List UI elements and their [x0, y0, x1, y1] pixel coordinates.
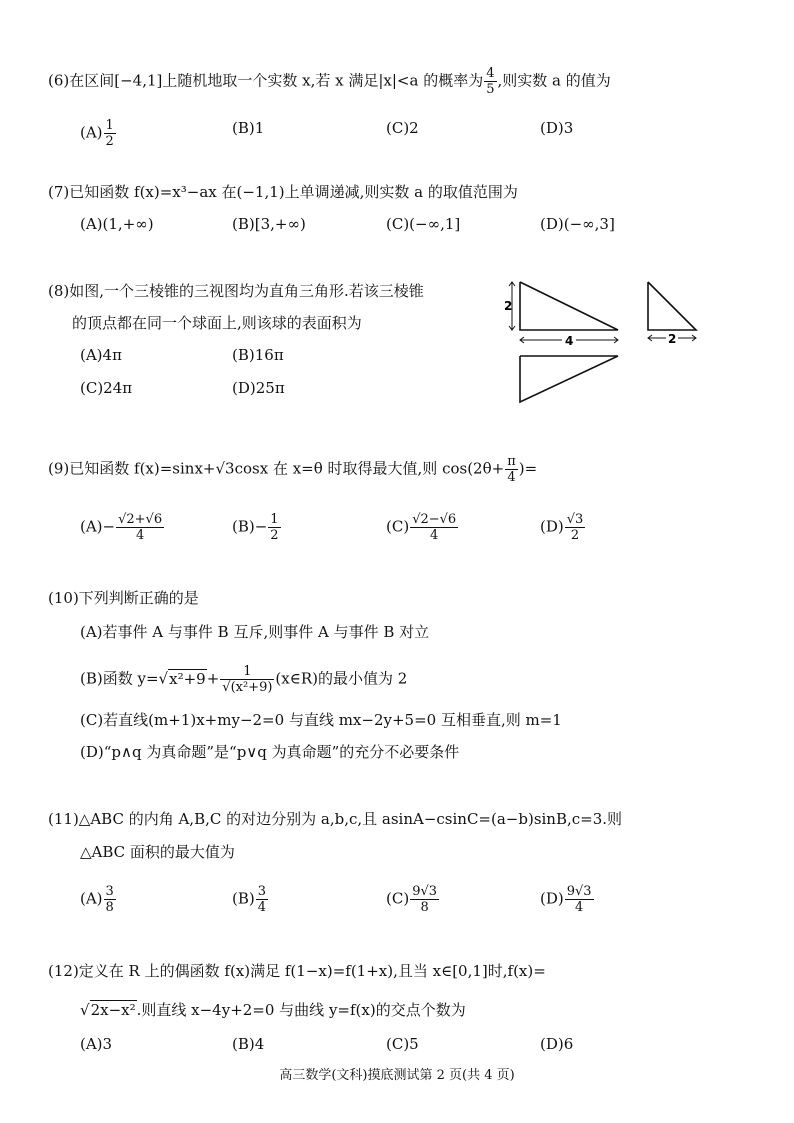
q8-option-b: (B)16π	[232, 346, 284, 364]
front-view	[504, 282, 618, 348]
q9-option-a: (A)− $\frac{√2+√6}{4}$	[80, 512, 163, 543]
q6-probability-fraction: $\frac{4}{5}$	[486, 66, 495, 97]
page-footer: 高三数学(文科)摸底测试第 2 页(共 4 页)	[279, 1068, 515, 1083]
q8-option-a: (A)4π	[80, 346, 122, 364]
q11-stem-line1: (11)△ABC 的内角 A,B,C 的对边分别为 a,b,c,且 asinA−csinC=(a−b)sinB,c=3.则	[48, 810, 623, 828]
three-view-figure	[500, 276, 710, 408]
q12-stem-line1: (12)定义在 R 上的偶函数 f(x)满足 f(1−x)=f(1+x),且当 x∈[0,1]时,f(x)=	[48, 962, 546, 980]
q10-stem: (10)下列判断正确的是	[48, 589, 199, 607]
q8-option-d: (D)25π	[232, 379, 285, 397]
q12-option-b: (B)4	[232, 1035, 265, 1053]
q6-option-a: (A) $\frac{1}{2}$	[80, 118, 114, 149]
q8-option-c: (C)24π	[80, 379, 133, 397]
q7-option-c: (C)(−∞,1]	[386, 215, 461, 233]
q12-option-a: (A)3	[80, 1035, 113, 1053]
q9-option-d: (D) $\frac{√3}{2}$	[540, 512, 584, 543]
side-width-label: 2	[668, 332, 677, 346]
q10-option-b: (B)函数 y=√x²+9+ $\frac{1}{\text{√(x²+9)}}$ (x∈R)的最小值为 2	[80, 664, 408, 695]
q11-option-c: (C) $\frac{9√3}{8}$	[386, 884, 438, 915]
q8-stem-line2: 的顶点都在同一个球面上,则该球的表面积为	[72, 314, 362, 332]
q10-option-a: (A)若事件 A 与事件 B 互斥,则事件 A 与事件 B 对立	[80, 623, 430, 641]
q7-stem: (7)已知函数 f(x)=x³−ax 在(−1,1)上单调递减,则实数 a 的取值范围为	[48, 183, 518, 201]
q10-option-d: (D)“p∧q 为真命题”是“p∨q 为真命题”的充分不必要条件	[80, 743, 460, 761]
q8-stem-line1: (8)如图,一个三棱锥的三视图均为直角三角形.若该三棱锥	[48, 282, 424, 300]
q12-option-d: (D)6	[540, 1035, 574, 1053]
q6-option-b: (B)1	[232, 119, 265, 137]
front-width-label: 4	[565, 334, 574, 348]
q10-option-c: (C)若直线(m+1)x+my−2=0 与直线 mx−2y+5=0 互相垂直,则 m=1	[80, 711, 562, 729]
q11-stem-line2: △ABC 面积的最大值为	[80, 843, 235, 861]
q11-option-d: (D) $\frac{9√3}{4}$	[540, 884, 592, 915]
q7-option-b: (B)[3,+∞)	[232, 215, 306, 233]
q9-option-c: (C) $\frac{√2-√6}{4}$	[386, 512, 457, 543]
q12-option-c: (C)5	[386, 1035, 419, 1053]
q11-option-a: (A) $\frac{3}{8}$	[80, 884, 114, 915]
top-view	[520, 356, 618, 402]
q12-stem-line2: √2x−x².则直线 x−4y+2=0 与曲线 y=f(x)的交点个数为	[80, 1001, 466, 1019]
q7-option-a: (A)(1,+∞)	[80, 215, 154, 233]
q6-option-c: (C)2	[386, 119, 419, 137]
q6-stem: (6)在区间[−4,1]上随机地取一个实数 x,若 x 满足|x|<a 的概率为 $\frac{4}{5}$ ,则实数 a 的值为	[48, 66, 611, 97]
q11-option-b: (B) $\frac{3}{4}$	[232, 884, 267, 915]
front-height-label: 2	[504, 299, 513, 313]
q6-option-d: (D)3	[540, 119, 574, 137]
q9-option-b: (B)− $\frac{1}{2}$	[232, 512, 279, 543]
q9-stem: (9)已知函数 f(x)=sinx+√3cosx 在 x=θ 时取得最大值,则 cos(2θ+ $\frac{\pi}{4}$ )=	[48, 454, 538, 485]
side-view	[648, 282, 696, 346]
q7-option-d: (D)(−∞,3]	[540, 215, 615, 233]
